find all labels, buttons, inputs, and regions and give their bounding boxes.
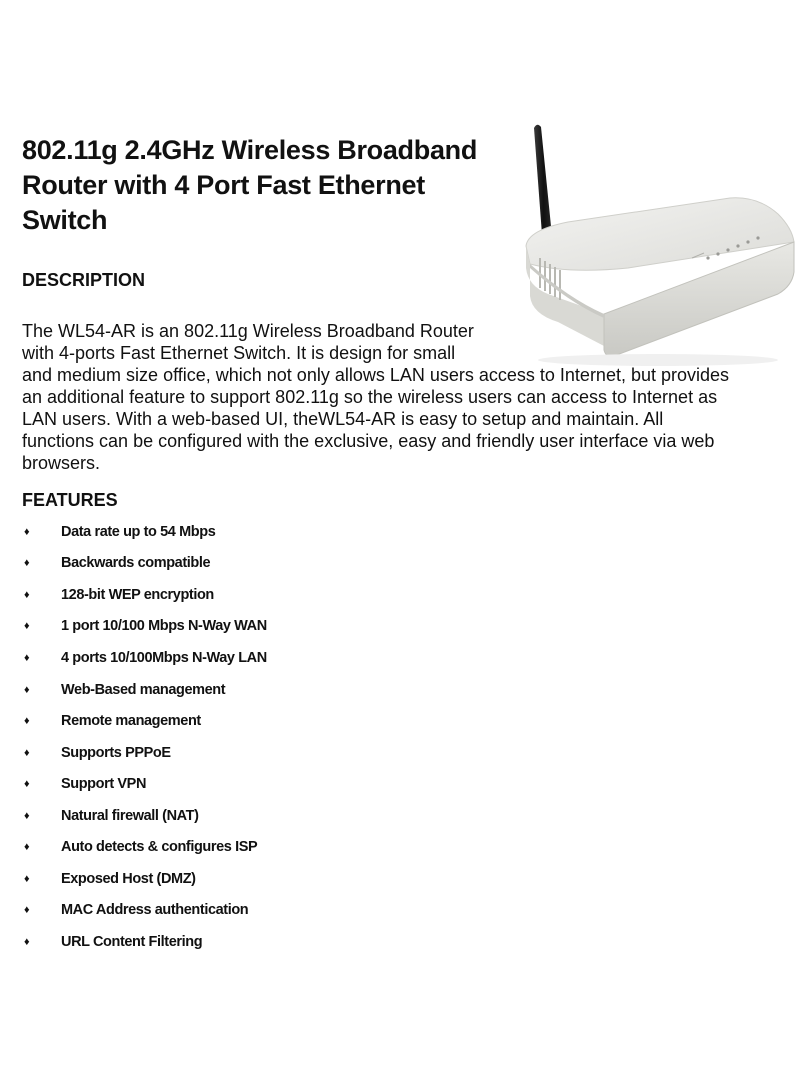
feature-label: Backwards compatible (61, 555, 211, 572)
feature-label: MAC Address authentication (61, 902, 249, 919)
feature-label: Auto detects & configures ISP (61, 839, 258, 856)
feature-label: Support VPN (61, 776, 147, 793)
diamond-bullet-icon: ♦ (24, 841, 30, 854)
description-line: functions can be configured with the exclusive, easy and friendly user interface via web (22, 431, 715, 451)
feature-item (22, 895, 267, 927)
feature-label: 4 ports 10/100Mbps N-Way LAN (61, 649, 267, 666)
feature-item (22, 863, 267, 895)
feature-label: Exposed Host (DMZ) (61, 870, 196, 887)
feature-item (22, 642, 267, 674)
feature-item (22, 831, 267, 863)
feature-label: Remote management (61, 713, 201, 730)
diamond-bullet-icon: ♦ (24, 620, 30, 633)
feature-label: Data rate up to 54 Mbps (61, 523, 216, 540)
feature-item (22, 768, 267, 800)
feature-label: 128-bit WEP encryption (61, 586, 214, 603)
diamond-bullet-icon: ♦ (24, 746, 30, 759)
feature-label: Web-Based management (61, 681, 226, 698)
diamond-bullet-icon: ♦ (24, 683, 30, 696)
description-line: LAN users. With a web-based UI, theWL54-AR is easy to setup and maintain. All (22, 409, 664, 429)
feature-item (22, 579, 267, 611)
feature-item (22, 737, 267, 769)
feature-item (22, 705, 267, 737)
description-heading: DESCRIPTION (22, 270, 146, 290)
title-line: 802.11g 2.4GHz Wireless Broadband (22, 135, 478, 165)
diamond-bullet-icon: ♦ (24, 715, 30, 728)
diamond-bullet-icon: ♦ (24, 778, 30, 791)
features-heading: FEATURES (22, 490, 118, 510)
diamond-bullet-icon: ♦ (24, 809, 30, 822)
description-line: an additional feature to support 802.11g so the wireless users can access to Internet as (22, 387, 718, 407)
feature-label: URL Content Filtering (61, 933, 203, 950)
feature-item (22, 516, 267, 548)
feature-item (22, 800, 267, 832)
feature-item (22, 611, 267, 643)
diamond-bullet-icon: ♦ (24, 525, 30, 538)
feature-item (22, 926, 267, 958)
description-line: and medium size office, which not only allows LAN users access to Internet, but provides (22, 365, 730, 385)
diamond-bullet-icon: ♦ (24, 651, 30, 664)
router-product-image (508, 118, 800, 370)
feature-label: 1 port 10/100 Mbps N-Way WAN (61, 618, 267, 635)
feature-label: Supports PPPoE (61, 744, 171, 761)
diamond-bullet-icon: ♦ (24, 872, 30, 885)
diamond-bullet-icon: ♦ (24, 557, 30, 570)
features-list (22, 516, 267, 958)
document-title (22, 133, 522, 238)
diamond-bullet-icon: ♦ (24, 904, 30, 917)
title-line: Switch (22, 205, 108, 235)
diamond-bullet-icon: ♦ (24, 935, 30, 948)
description-line: The WL54-AR is an 802.11g Wireless Broadband Router (22, 321, 474, 341)
feature-label: Natural firewall (NAT) (61, 807, 199, 824)
description-line: with 4-ports Fast Ethernet Switch. It is design for small (22, 343, 456, 363)
title-line: Router with 4 Port Fast Ethernet (22, 170, 425, 200)
diamond-bullet-icon: ♦ (24, 588, 30, 601)
feature-item (22, 548, 267, 580)
feature-item (22, 674, 267, 706)
description-line: browsers. (22, 453, 101, 473)
